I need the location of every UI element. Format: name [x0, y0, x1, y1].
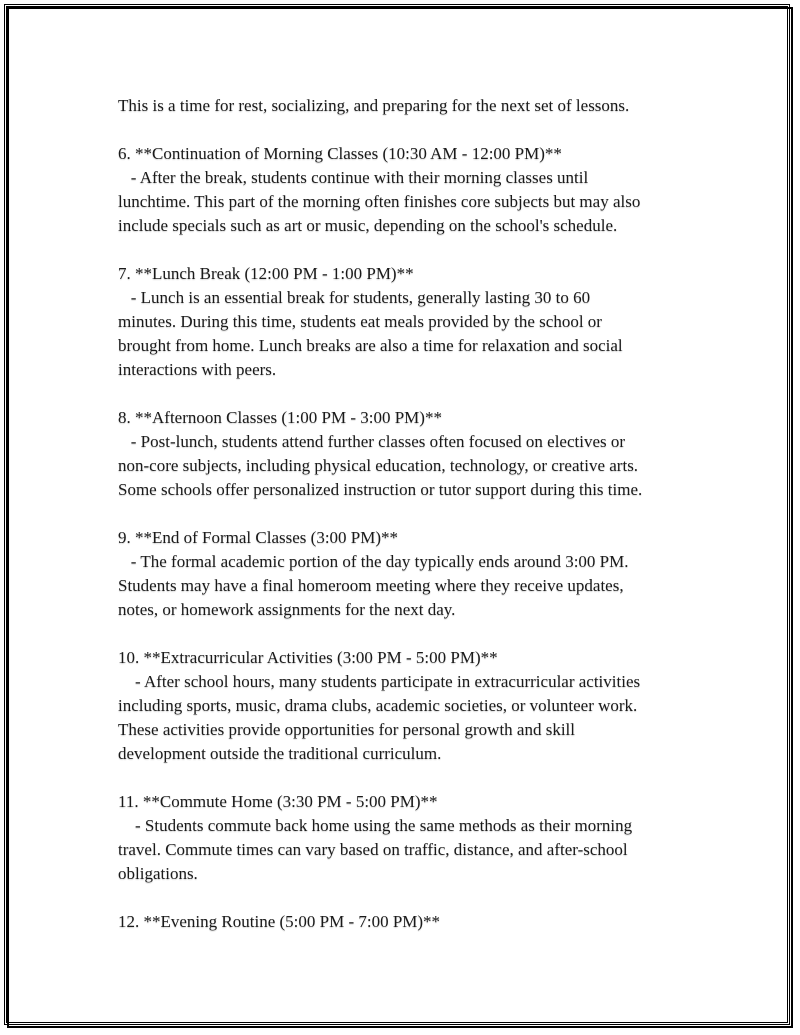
section-body: - Post-lunch, students attend further classes often focused on electives or non-core subjects, including physical education, technology, or creative arts. Some schools offer personalized instruction or tutor support during this time. — [118, 432, 643, 499]
section-continuation-morning-classes — [118, 142, 718, 238]
section-heading: 11. **Commute Home (3:30 PM - 5:00 PM)** — [118, 792, 438, 811]
section-body: - After the break, students continue with their morning classes until lunchtime. This part of the morning often finishes core subjects but may also include specials such as art or music, depending on the school's schedule. — [118, 168, 641, 235]
document-body — [118, 94, 718, 958]
section-commute-home — [118, 790, 718, 886]
section-body: - Students commute back home using the same methods as their morning travel. Commute times can vary based on traffic, distance, and after-school obligations. — [118, 816, 633, 883]
section-afternoon-classes — [118, 406, 718, 502]
section-heading: 12. **Evening Routine (5:00 PM - 7:00 PM)** — [118, 912, 441, 931]
section-heading: 9. **End of Formal Classes (3:00 PM)** — [118, 528, 399, 547]
section-lunch-break — [118, 262, 718, 382]
section-evening-routine — [118, 910, 718, 934]
section-end-of-formal-classes — [118, 526, 718, 622]
section-heading: 10. **Extracurricular Activities (3:00 PM - 5:00 PM)** — [118, 648, 498, 667]
section-heading: 6. **Continuation of Morning Classes (10:30 AM - 12:00 PM)** — [118, 144, 562, 163]
section-body: - After school hours, many students participate in extracurricular activities including sports, music, drama clubs, academic societies, or volunteer work. These activities provide opportunities for personal growth and skill development outside the traditional curriculum. — [118, 672, 641, 763]
section-extracurricular-activities — [118, 646, 718, 766]
section-body: - The formal academic portion of the day typically ends around 3:00 PM. Students may have a final homeroom meeting where they receive updates, notes, or homework assignments for the next day. — [118, 552, 629, 619]
section-heading: 7. **Lunch Break (12:00 PM - 1:00 PM)** — [118, 264, 414, 283]
section-body: - Lunch is an essential break for students, generally lasting 30 to 60 minutes. During this time, students eat meals provided by the school or brought from home. Lunch breaks are also a time for relaxation and social interactions with peers. — [118, 288, 623, 379]
intro-paragraph: This is a time for rest, socializing, and preparing for the next set of lessons. — [118, 96, 630, 115]
section-heading: 8. **Afternoon Classes (1:00 PM - 3:00 PM)** — [118, 408, 442, 427]
